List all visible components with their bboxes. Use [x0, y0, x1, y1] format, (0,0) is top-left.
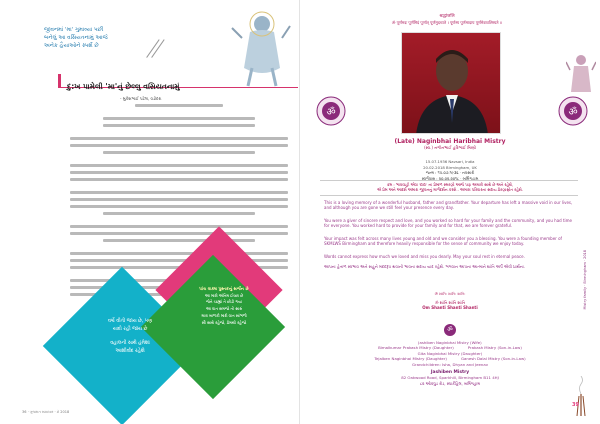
- family-list: Jashiben Naginbhai Mistry (Wife) Bimalkumar Prakash Mistry (Daughter) Prakash Mistry (Son-in-Law) Gita Naginbhai Mistry (Daughter) Tejalben Naginbhai Mistry (Daughter) Ganesh Dalal Mistry (Son-in-Law) Grandchildren: Isha, Dhyan and Jeenav Jashiben Mistry 82 Oakwood Road, Sparkhill, Birmingham B11 4HJ ૮૨ ઓકવુડ રોડ, સ્પાર્કહિલ, બર્મિંગહામ: [300, 340, 600, 386]
- family-row: Gita Naginbhai Mistry (Daughter): [417, 350, 483, 356]
- family-row: Bimalkumar Prakash Mistry (Daughter) Prakash Mistry (Son-in-Law): [378, 345, 522, 351]
- portrait-person-icon: [402, 33, 501, 134]
- tribute-paragraph: This is a loving memory of a wonderful husband, father and grandfather. Your departure has left a massive void in our lives, and although you are gone we still feel your presence every day.: [324, 200, 573, 211]
- svg-text:ॐ: ॐ: [326, 107, 336, 118]
- deity-icon: [566, 52, 596, 100]
- intro-quote: જીવનમાં 'મા' ગુમાવ્યા પછી બનેલું આ વસિયતનામું આજે અનેક હૈયાઓને સ્પર્શે છે: [44, 27, 108, 49]
- tribute-paragraph: Words cannot express how much we loved and miss you dearly. May your soul rest in eternal peace.: [324, 254, 525, 259]
- tribute-paragraph: Your impact was felt across many lives young and old and we consider you a blessing. You were a founding member of SKMLWS Birmingham and therefore heavily responsible for the sense of community we enjoy today.: [324, 236, 562, 247]
- incense-icon: [570, 376, 592, 416]
- divider: [320, 195, 578, 196]
- tribute-header: श्रद्धांजलि ॐ पूर्णमदः पूर्णमिदं पूर्णात् पूर्णमुदच्यते । पूर्णस्य पूर्णमादाय पूर्णमेवावशिष्यते ॥: [391, 14, 503, 25]
- tribute-paragraph: You were a giver of sincere respect and love, and you worked so hard for your family and the community, and you had time for everyone. You worked hard to provide for your family and for that, we are forever grateful.: [324, 218, 573, 229]
- page-number: 39: [572, 402, 579, 408]
- tribute-paragraph-gujarati: આપના હેતાળ સ્વભાવ અને સહુને મદદરૂપ થવાની ભાવના સદાય યાદ રહેશે. ભગવાન આપના આત્માને શાંતિ અર્પે એવી પ્રાર્થના.: [324, 264, 525, 269]
- deceased-name: (Late) Naginbhai Haribhai Mistry: [394, 138, 506, 145]
- svg-text:ॐ: ॐ: [568, 107, 578, 118]
- life-dates: 15.07.1936 Navsari, India 20.02.2018 Birmingham, UK જન્મ : ૧૫-૦૭-૧૯૩૬ · નવસારી સ્વર્ગવાસ : ૨૦-૦૨-૨૦૧૮ · બર્મિંગહામ: [421, 159, 479, 181]
- divider: [320, 180, 578, 181]
- signature-block: ॐ શાંતિ શાંતિ શાંતિ Om Shanti Shanti Shanti: [422, 300, 478, 311]
- side-strip: Mistry family · Birmingham · 2018: [583, 250, 587, 310]
- om-shanti-line: ॐ શાંતિ: શાંતિ: શાંતિ:: [434, 292, 466, 296]
- portrait-photo: [401, 32, 501, 134]
- om-icon: ॐ: [444, 324, 456, 336]
- article-title: દુ:ખ પામેલી 'મા'નું છેલ્લુ વસિયતનામું: [58, 74, 298, 88]
- cyan-box-text: વર્ષો વીતી જાય છે, પણ યાદો રહી જાય છે વહાલની સાથે હંમેશાં આશીર્વાદ રહેશે: [107, 319, 153, 354]
- byline: - મુકેશભાઈ પટેલ, વડોદરા: [120, 96, 162, 101]
- page-footer: 36 · ગુજરાત સમાચાર · મે 2018: [22, 410, 70, 414]
- ganesha-icon: [316, 96, 346, 126]
- family-row: Tejalben Naginbhai Mistry (Daughter) Ganesh Dalal Mistry (Son-in-Law): [374, 356, 526, 362]
- tribute-verse: ક્રમ : ભાવવાહી એવા 'દાદા' ના પ્રેમાળ સ્મરણો આજે પણ અમારી સાથે છે અને રહેશે, એ પ્રેમ અને આદર્શ અમારા જીવનનું માર્ગદર્શન કરશે - અમારા પરિવારના સદાય પ્રેરણાસ્રોત રહેશે.: [377, 182, 523, 193]
- green-box-text: પાંચ વાક્ય પુસ્તકનું સર્જન છે આ મારી અંતિમ ઈચ્છા છે જેને ચાહ્યાં તે છોડી ગયા આ વાત સમજો તો સારું મારા બાળકો મારી વાત સાંભળો સૌ સાથે રહેજો, પ્રેમથી રહેજો: [199, 286, 249, 325]
- right-page: [300, 0, 600, 424]
- deceased-name-gujarati: (સ્વ.) નગીનભાઈ હરિભાઈ મિસ્ત્રી: [424, 145, 476, 150]
- ganesha-icon: [558, 96, 588, 126]
- decorative-slashes: [142, 34, 162, 64]
